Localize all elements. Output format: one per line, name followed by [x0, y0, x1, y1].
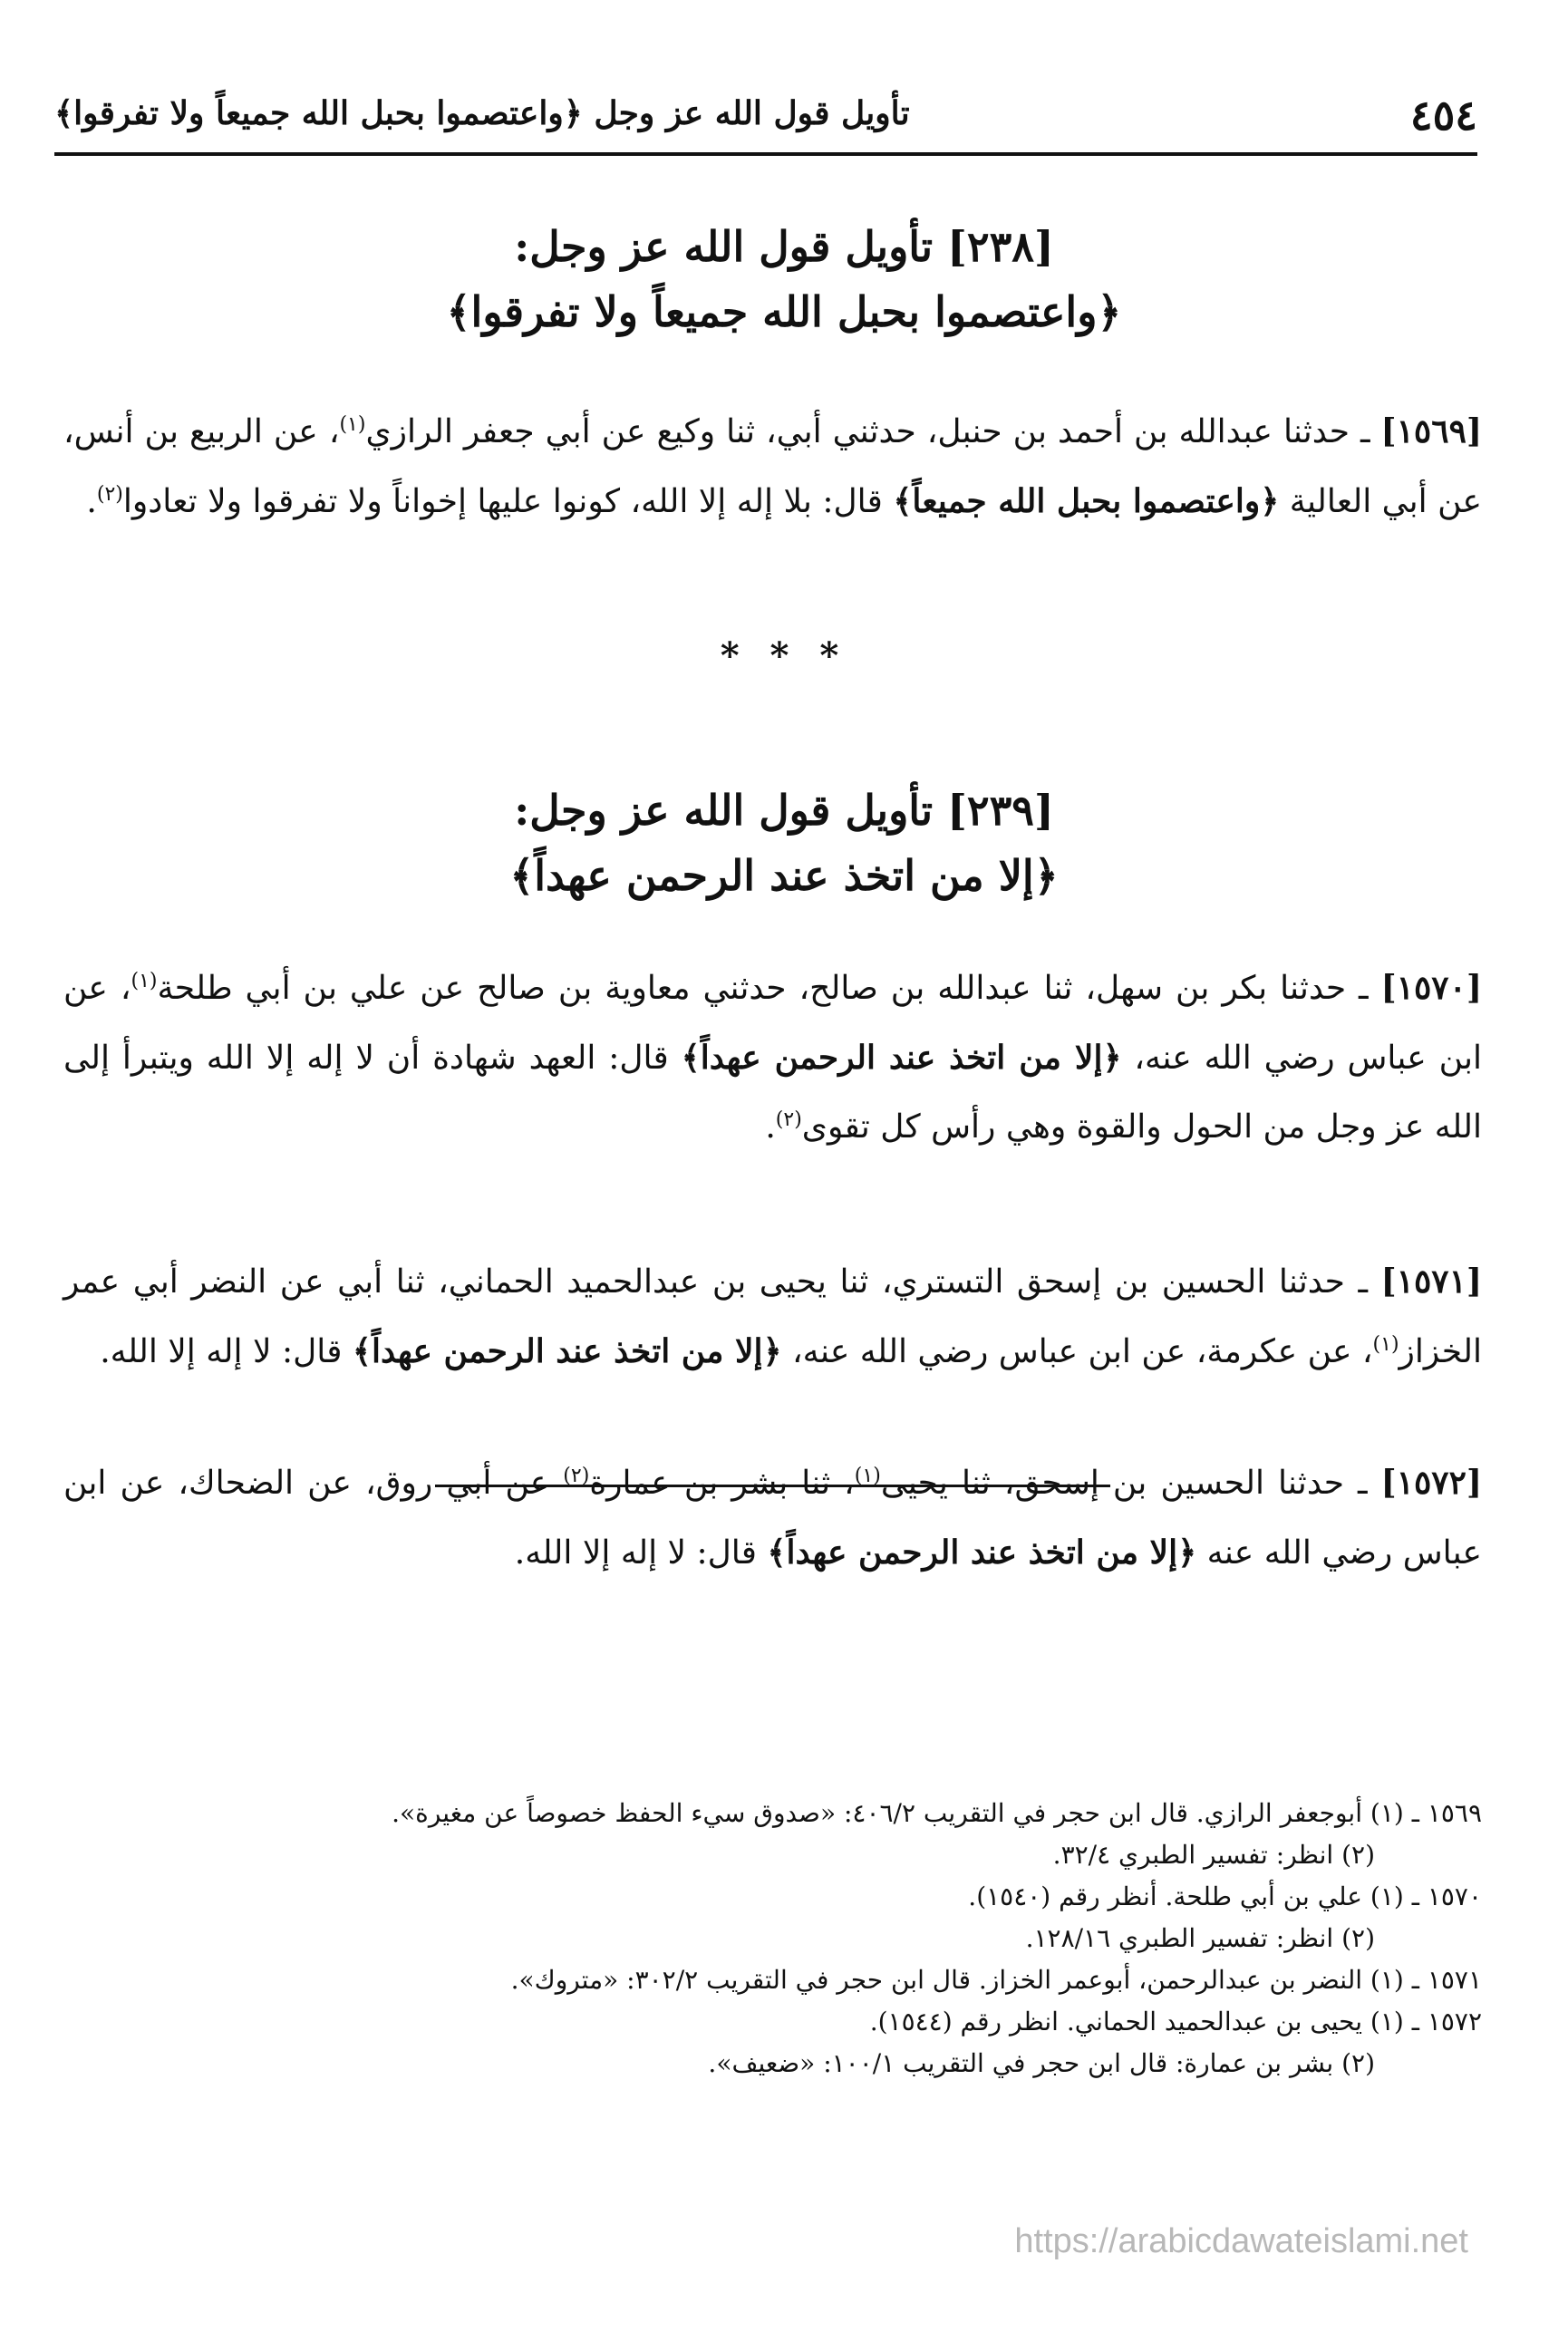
hadith-text: ، عن عكرمة، عن ابن عباس رضي الله عنه،	[781, 1333, 1373, 1370]
hadith-text: ـ حدثنا عبدالله بن أحمد بن حنبل، حدثني أبي، ثنا وكيع عن أبي جعفر الرازي	[365, 413, 1381, 450]
hadith-text: ـ حدثنا الحسين بن إسحق التستري، ثنا يحيى بن عبدالحميد الحماني، ثنا أبي عن النضر أبي عمر الخزاز	[63, 1263, 1482, 1370]
page-number: ٤٥٤	[1409, 91, 1477, 140]
footnote-1571-1	[63, 1959, 1482, 2001]
hadith-1572	[63, 1448, 1482, 1588]
hadith-text: قال: لا إله إلا الله.	[514, 1534, 768, 1572]
running-title: تأويل قول الله عز وجل ﴿واعتصموا بحبل الله جميعاً ولا تفرقوا﴾	[54, 94, 910, 132]
section-title: [٢٣٨] تأويل قول الله عز وجل:	[514, 222, 1054, 271]
hadith-text: ـ حدثنا بكر بن سهل، ثنا عبدالله بن صالح، حدثني معاوية بن صالح عن علي بن أبي طلحة	[157, 970, 1381, 1007]
footnote-ref: ١٥٧٠ ـ	[1411, 1882, 1482, 1911]
hadith-text: ، ثنا بشر بن عمارة	[589, 1465, 855, 1502]
footnote-ref: ١٥٧١ ـ	[1411, 1965, 1482, 1995]
footnote-text: (١) علي بن أبي طلحة. أنظر رقم (١٥٤٠).	[968, 1882, 1404, 1911]
hadith-1570	[63, 953, 1482, 1162]
footnote-1569-1	[63, 1793, 1482, 1834]
footnote-marker: (١)	[1372, 1333, 1399, 1356]
section-verse: ﴿إلا من اتخذ عند الرحمن عهداً﴾	[509, 851, 1059, 900]
hadith-1571	[63, 1247, 1482, 1387]
footnote-marker: (٢)	[563, 1465, 590, 1487]
footnote-text: (١) أبوجعفر الرازي. قال ابن حجر في التقريب ٤٠٦/٢: «صدوق سيء الحفظ خصوصاً عن مغيرة».	[392, 1798, 1404, 1828]
footnote-1572-2	[63, 2043, 1482, 2085]
footnote-text: (١) النضر بن عبدالرحمن، أبوعمر الخزاز. قال ابن حجر في التقريب ٣٠٢/٢: «متروك».	[510, 1965, 1404, 1995]
footnote-text: (٢) بشر بن عمارة: قال ابن حجر في التقريب ١٠٠/١: «ضعيف».	[708, 2048, 1375, 2078]
section-separator: * * *	[720, 634, 848, 677]
hadith-text: .	[86, 483, 97, 520]
hadith-text: ، عن الربيع بن أنس، عن أبي العالية	[63, 413, 1482, 520]
footnote-text: (١) يحيى بن عبدالحميد الحماني. انظر رقم (١٥٤٤).	[869, 2007, 1404, 2036]
hadith-text: قال: بلا إله إلا الله، كونوا عليها إخواناً ولا تفرقوا ولا تعادوا	[122, 483, 894, 520]
footnote-ref: ١٥٦٩ ـ	[1411, 1798, 1482, 1828]
quranic-verse: ﴿إلا من اتخذ عند الرحمن عهداً﴾	[352, 1332, 782, 1370]
hadith-text: قال: العهد شهادة أن لا إله إلا الله ويتبرأ إلى الله عز وجل من الحول والقوة وهي رأس كل تقوى	[63, 1040, 1482, 1146]
header-rule	[54, 152, 1477, 156]
hadith-number: [١٥٧١]	[1380, 1262, 1482, 1301]
hadith-text: عن أبي روق، عن الضحاك، عن ابن عباس رضي الله عنه	[63, 1465, 1482, 1572]
footnote-marker: (١)	[339, 413, 366, 436]
section-verse: ﴿واعتصموا بحبل الله جميعاً ولا تفرقوا﴾	[446, 287, 1122, 336]
quranic-verse: ﴿واعتصموا بحبل الله جميعاً﴾	[893, 482, 1280, 520]
hadith-number: [١٥٦٩]	[1380, 412, 1482, 450]
footnote-1572-1	[63, 2001, 1482, 2043]
hadith-1569	[63, 397, 1482, 537]
footnote-marker: (٢)	[96, 483, 123, 506]
running-header	[54, 91, 1477, 152]
footnote-text: (٢) انظر: تفسير الطبري ١٢٨/١٦.	[1025, 1923, 1375, 1953]
footnote-1569-2	[63, 1834, 1482, 1876]
hadith-number: [١٥٧٢]	[1380, 1464, 1482, 1502]
footnote-1570-1	[63, 1876, 1482, 1918]
footnote-rule	[435, 1485, 1110, 1487]
quranic-verse: ﴿إلا من اتخذ عند الرحمن عهداً﴾	[681, 1039, 1122, 1077]
hadith-number: [١٥٧٠]	[1380, 969, 1482, 1007]
footnote-marker: (١)	[131, 970, 158, 992]
footnote-text: (٢) انظر: تفسير الطبري ٣٢/٤.	[1052, 1840, 1375, 1870]
footnote-marker: (١)	[854, 1465, 881, 1487]
quranic-verse: ﴿إلا من اتخذ عند الرحمن عهداً﴾	[767, 1533, 1197, 1572]
section-title: [٢٣٩] تأويل قول الله عز وجل:	[514, 786, 1054, 835]
footnote-marker: (٢)	[775, 1108, 802, 1131]
section-heading-239	[73, 778, 1495, 908]
footnotes	[63, 1793, 1482, 2085]
footnote-1570-2	[63, 1918, 1482, 1959]
footnote-ref: ١٥٧٢ ـ	[1411, 2007, 1482, 2036]
section-heading-238	[73, 214, 1495, 344]
hadith-text: قال: لا إله إلا الله.	[100, 1333, 353, 1370]
hadith-text: .	[765, 1108, 776, 1146]
hadith-text: ـ حدثنا الحسين بن إسحق، ثنا يحيى	[880, 1465, 1381, 1502]
watermark-url: https://arabicdawateislami.net	[1014, 2222, 1468, 2260]
hadith-text: ، عن ابن عباس رضي الله عنه،	[63, 970, 1483, 1077]
